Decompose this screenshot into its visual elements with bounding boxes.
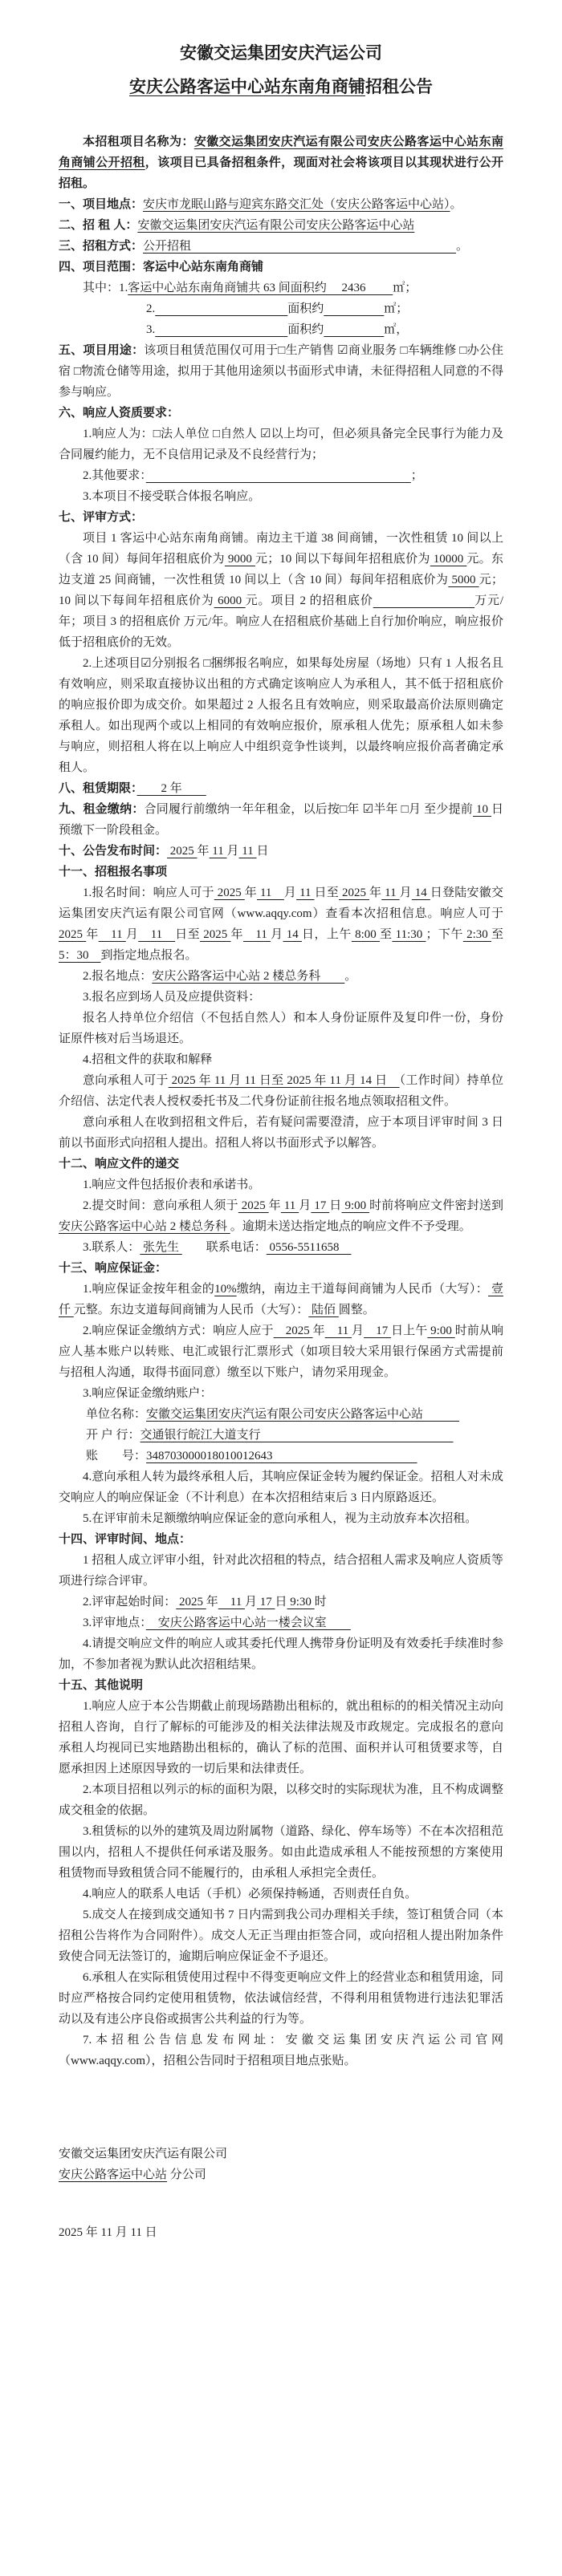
text-segment: 日 — [256, 845, 269, 858]
text-segment: 11 — [98, 928, 126, 941]
text-segment: 3.报名应到场人员及应提供资料： — [83, 991, 261, 1004]
text-segment: 。 — [344, 970, 357, 983]
text-segment: 11 — [256, 886, 284, 899]
other-4 — [59, 1884, 503, 1905]
text-segment: 四、项目范围：客运中心站东南角商铺 — [59, 260, 264, 274]
text-segment: 2 年 — [136, 782, 206, 795]
text-segment: 月 — [226, 845, 239, 858]
text-segment: ，该项目已具备招租条件，现面对社会将该项目以其现状进行公开招租。 — [59, 156, 503, 190]
document-title-line1 — [59, 37, 503, 71]
other-7 — [59, 2030, 503, 2071]
section-5-usage — [59, 340, 503, 403]
account-number — [59, 1446, 503, 1466]
text-segment: 2025 — [273, 1325, 313, 1337]
text-segment: 14 — [411, 886, 430, 899]
text-segment: 1.响应保证金按年租金的 — [83, 1283, 215, 1296]
other-2 — [59, 1779, 503, 1821]
text-segment: ；下午 — [426, 928, 463, 941]
text-segment: 日登陆安徽交运集团安庆汽运有限公司官网（www.aqqy.com）查看本次招租信息。响应人可于 — [59, 886, 503, 920]
section-9-rent-payment — [59, 799, 503, 841]
text-segment: 月 — [271, 928, 283, 941]
text-segment: 11 — [209, 845, 227, 858]
text-segment: 十一、招租报名事项 — [59, 865, 168, 878]
signature-branch — [59, 2164, 503, 2185]
section-8-lease-term — [59, 778, 503, 799]
text-segment: 9000 — [224, 553, 255, 566]
text-segment: 11 — [138, 928, 176, 941]
text-segment: 年 — [244, 886, 257, 899]
deposit-3-account-heading — [59, 1383, 503, 1404]
text-segment — [373, 594, 475, 607]
qualification-3 — [59, 486, 503, 507]
title-announcement-text: 招租公告 — [365, 78, 433, 96]
text-segment: ㎡； — [393, 282, 417, 294]
review-4 — [59, 1633, 503, 1675]
document-acquisition-1 — [59, 1070, 503, 1112]
intro-paragraph — [59, 132, 503, 194]
text-segment: 5：30 — [59, 949, 101, 962]
registration-materials — [59, 1008, 503, 1049]
signature-date — [59, 2222, 503, 2243]
text-segment: 公开招租 — [143, 240, 457, 253]
text-segment: 单位名称： — [86, 1408, 147, 1421]
text-segment: 3.联系人： — [83, 1241, 140, 1254]
text-segment: 至 — [379, 928, 393, 941]
submission-1 — [59, 1174, 503, 1195]
evaluation-1 — [59, 528, 503, 653]
section-6-qualifications — [59, 403, 503, 424]
text-segment: 陆佰 — [308, 1304, 339, 1316]
text-segment: 年 — [197, 845, 210, 858]
text-segment: 意向承租人可于 — [83, 1074, 169, 1087]
text-segment: 3.本项目不接受联合体报名响应。 — [83, 490, 261, 503]
text-segment: 11:30 — [392, 928, 426, 941]
text-segment: 5.在评审前未足额缴纳响应保证金的意向承租人，视为主动放弃本次招租。 — [83, 1512, 478, 1525]
text-segment: 十、公告发布时间： — [59, 844, 168, 858]
document-body — [59, 132, 503, 2243]
text-segment: 面积约 — [287, 302, 324, 315]
title-company-text: 安徽交运集团安庆汽运公司 — [180, 44, 382, 63]
text-segment: 11 — [280, 1199, 299, 1212]
text-segment: 11 — [218, 1596, 245, 1608]
text-segment: 一、项目地点： — [59, 197, 144, 211]
text-segment: 时 — [314, 1596, 327, 1608]
text-segment: 1.报名时间：响应人可于 — [83, 886, 214, 899]
registration-materials-heading — [59, 987, 503, 1008]
text-segment: 10000 — [430, 553, 467, 566]
text-segment: 2.报名地点： — [83, 970, 153, 983]
deposit-1 — [59, 1279, 503, 1320]
section-14-review — [59, 1529, 503, 1550]
review-2-time — [59, 1592, 503, 1613]
text-segment: 2.本项目招租以列示的标的面积为限，以移交时的实际现状为准，且不构成调整成交租金的依据。 — [59, 1783, 503, 1817]
text-segment: 月 — [283, 886, 297, 899]
deposit-4 — [59, 1466, 503, 1508]
other-6 — [59, 1967, 503, 2030]
text-segment — [324, 302, 384, 315]
text-segment: 2:30 — [462, 928, 491, 941]
account-name — [59, 1404, 503, 1425]
account-bank — [59, 1425, 503, 1446]
text-segment: 2025 — [214, 886, 245, 899]
text-segment: 九、租金缴纳： — [59, 802, 145, 816]
text-segment: 日 — [329, 1199, 342, 1212]
text-segment: 联系电话： — [181, 1241, 267, 1254]
text-segment: 2.评审起始时间： — [83, 1596, 177, 1608]
text-segment: 意向承租人在收到招租文件后，若有疑问需要澄清，应于本项目评审时间 3 日前以书面形式向招租人提出。招租人将以书面形式予以解答。 — [59, 1116, 503, 1150]
text-segment: 17 — [364, 1325, 392, 1337]
text-segment: 2025 — [338, 886, 369, 899]
text-segment: 1.响应文件包括报价表和承诺书。 — [83, 1178, 261, 1191]
text-segment: 年 — [86, 928, 99, 941]
text-segment: 合同履行前缴纳一年年租金，以后按□年 ☑半年 □月 至少提前 — [144, 803, 474, 816]
text-segment: 分公司 — [167, 2168, 206, 2181]
text-segment: 面积约 — [287, 323, 324, 336]
text-segment: 1 招租人成立评审小组，针对此次招租的特点，结合招租人需求及响应人资质等项进行综合评审。 — [59, 1554, 503, 1588]
text-segment: 日至 — [175, 928, 201, 941]
evaluation-2 — [59, 653, 503, 778]
text-segment: 3.响应保证金缴纳账户： — [83, 1387, 213, 1400]
text-segment — [155, 302, 287, 315]
text-segment: 月 — [352, 1325, 364, 1337]
text-segment: 日上午 — [391, 1325, 428, 1337]
text-segment: 348703000018010012643 — [146, 1450, 417, 1462]
text-segment: 三、招租方式： — [59, 239, 144, 253]
section-13-deposit — [59, 1258, 503, 1279]
text-segment: ㎡， — [384, 323, 409, 336]
section-1-location — [59, 194, 503, 215]
section-2-lessor — [59, 215, 503, 236]
text-segment: 3.租赁标的以外的建筑及周边附属物（道路、绿化、停车场等）不在本次招租范围以内，招租人不提供任何承诺及服务。如由此造成承租人不能按预想的方案使用租赁物而导致租赁合同不能履行的，由承租人承担完全责任。 — [59, 1825, 503, 1880]
registration-location — [59, 966, 503, 987]
text-segment: 本招租项目名称为： — [83, 135, 194, 148]
deposit-2 — [59, 1320, 503, 1383]
text-segment: 日，上午 — [302, 928, 352, 941]
text-segment: 。 — [456, 240, 469, 253]
section-4-scope — [59, 257, 503, 278]
text-segment: 6000 — [214, 594, 246, 607]
text-segment: 元。东边支道 25 间商铺，一次性租赁 10 间以上（含 10 间）每间年招租底价为 — [59, 553, 503, 586]
text-segment: 。逾期未送达指定地点的响应文件不予受理。 — [230, 1220, 471, 1233]
text-segment: 17 — [311, 1199, 330, 1212]
text-segment: 4.招租文件的获取和解释 — [83, 1053, 213, 1066]
text-segment: 月 — [125, 928, 139, 941]
text-segment: 年 — [206, 1596, 218, 1608]
text-segment: 4.响应人的联系人电话（手机）必须保持畅通，否则责任自负。 — [83, 1888, 417, 1901]
text-segment: 十二、响应文件的递交 — [59, 1157, 180, 1170]
text-segment: 8:00 — [351, 928, 380, 941]
text-segment: 其中：1. — [83, 282, 128, 294]
text-segment: 十五、其他说明 — [59, 1678, 144, 1692]
text-segment: 日 — [275, 1596, 287, 1608]
text-segment: 五、项目用途： — [59, 343, 145, 357]
text-segment: 元；10 间以下每间年招租底价为 — [255, 553, 430, 566]
text-segment: 账 号： — [86, 1450, 147, 1462]
text-segment: 六、响应人资质要求： — [59, 406, 180, 420]
text-segment: 2025 年 11 月 11 日 — [59, 2226, 157, 2239]
section-11-registration — [59, 862, 503, 882]
text-segment: 0556-5511658 — [266, 1241, 352, 1254]
text-segment: 年 — [268, 1199, 281, 1212]
text-segment: 年 — [312, 1325, 325, 1337]
text-segment: 9:00 — [427, 1325, 455, 1337]
section-10-announcement-date — [59, 841, 503, 862]
text-segment: 壹仟 — [59, 1283, 503, 1316]
review-3-location — [59, 1613, 503, 1633]
text-segment: 10% — [214, 1283, 237, 1296]
text-segment: 缴纳，南边主干道每间商铺为人民币（大写）： — [236, 1283, 488, 1296]
deposit-5 — [59, 1508, 503, 1529]
section-7-evaluation — [59, 507, 503, 528]
text-segment: 2025 — [59, 928, 87, 941]
text-segment: 元。项目 2 的招租底价 — [245, 594, 373, 607]
text-segment: ； — [410, 469, 423, 482]
text-segment: 项目 1 客运中心站东南角商铺。南边主干道 38 间商铺，一次性租赁 10 间以上（含 10 间）每间年招租底价为 — [59, 532, 503, 566]
text-segment: 安徽交运集团安庆汽运有限公司安庆公路客运中心站 — [146, 1408, 460, 1421]
text-segment: 二、招 租 人： — [59, 218, 138, 232]
text-segment: 2025 — [238, 1199, 269, 1212]
text-segment: 17 — [257, 1596, 275, 1608]
text-segment: 年 — [369, 886, 382, 899]
text-segment: 时前将响应文件密封送到 — [369, 1199, 503, 1212]
text-segment: 月 — [244, 1596, 257, 1608]
text-segment: 11 — [324, 1325, 352, 1337]
text-segment: 年 — [230, 928, 243, 941]
text-segment: 安庆公路客运中心站 2 楼总务科 — [152, 970, 345, 983]
text-segment: 时前从响应人基本账户以转账、电汇或银行汇票形式（如项目较大采用银行保函方式需提前与招租人沟通，取得书面同意）缴至以下账户，请勿采用现金。 — [59, 1325, 503, 1379]
text-segment: 7.本招租公告信息发布网址：安徽交运集团安庆汽运公司官网（www.aqqy.com），招租公告同时于招租项目地点张贴。 — [59, 2034, 503, 2067]
text-segment: 9:00 — [341, 1199, 370, 1212]
text-segment: 4.意向承租人转为最终承租人后，其响应保证金转为履约保证金。招租人对未成交响应人的响应保证金（不计利息）在本次招租结束后 3 日内原路返还。 — [59, 1471, 503, 1504]
scope-item-2 — [59, 298, 503, 319]
text-segment: 日至 — [314, 886, 339, 899]
text-segment: 安徽交运集团安庆汽运有限公司安庆公路客运中心站东南角商铺公开招租 — [59, 135, 503, 169]
section-15-other — [59, 1675, 503, 1696]
document-title-line2 — [59, 71, 503, 104]
text-segment: 1.响应人为：□法人单位 □自然人 ☑以上均可，但必须具备完全民事行为能力及合同履约能力，无不良信用记录及不良经营行为； — [59, 428, 503, 461]
text-segment: 八、租赁期限： — [59, 781, 137, 795]
document-title-block — [59, 37, 503, 104]
document-acquisition-heading — [59, 1049, 503, 1070]
text-segment: 安庆公路客运中心站 2 楼总务科 — [59, 1220, 230, 1233]
text-segment: 圆整。 — [338, 1304, 375, 1316]
text-segment: 2.上述项目☑分别报名 □捆绑报名响应，如果每处房屋（场地）只有 1 人报名且有效响应，则采取直接协议出租的方式确定该响应人为承租人，其不低于招租底价的响应报价即为成交价。如果超过 2 人报名且有效响应，则采取最高价法原则确定承租人。如出现两个或以上相同的有效响应报价，原承租人优先；原承租人如未参与响应，则招租人将在以上响应人中组织竞争性谈判，以最终响应报价高者确定承租人。 — [59, 657, 503, 774]
text-segment: 安徽交运集团安庆汽运有限公司 — [59, 2148, 228, 2160]
text-segment: 月 — [399, 886, 412, 899]
text-segment: 2.其他要求： — [83, 469, 146, 482]
title-project-underlined-text: 安庆公路客运中心站东南角商铺 — [129, 78, 365, 96]
review-1 — [59, 1550, 503, 1592]
text-segment: 安庆公路客运中心站一楼会议室 — [145, 1617, 351, 1629]
text-segment: 日预缴下一阶段租金。 — [59, 803, 503, 837]
text-segment: 2025 年 11 月 11 日至 2025 年 11 月 14 日 — [168, 1074, 400, 1087]
text-segment: 2.响应保证金缴纳方式：响应人应于 — [83, 1325, 274, 1337]
text-segment: 3. — [146, 323, 156, 336]
text-segment: 元；10 间以下每间年招租底价为 — [59, 574, 503, 607]
text-segment: 交通银行皖江大道支行 — [140, 1429, 454, 1442]
section-3-method — [59, 236, 503, 257]
signature-company — [59, 2144, 503, 2164]
text-segment: 5000 — [448, 574, 479, 586]
other-5 — [59, 1905, 503, 1967]
text-segment: 报名人持单位介绍信（不包括自然人）和本人身份证原件及复印件一份，身份证原件核对后当场退还。 — [59, 1012, 503, 1045]
text-segment: ㎡； — [384, 302, 409, 315]
text-segment: 该项目租赁范围仅可用于□生产销售 ☑商业服务 □车辆维修 □办公住宿 □物流仓储等用途，拟用于其他用途须以书面形式申请，未征得招租人同意的不得参与响应。 — [59, 344, 503, 399]
text-segment: 10 — [473, 803, 491, 816]
text-segment: 2. — [146, 302, 156, 315]
qualification-2 — [59, 465, 503, 486]
qualification-1 — [59, 424, 503, 465]
text-segment: 至 — [491, 928, 503, 941]
text-segment: 安庆公路客运中心站 — [59, 2168, 168, 2181]
other-3 — [59, 1821, 503, 1884]
text-segment: 到指定地点报名。 — [100, 949, 198, 962]
text-segment: 。 — [450, 198, 462, 211]
text-segment — [324, 323, 384, 336]
submission-2 — [59, 1195, 503, 1237]
text-segment: 11 — [238, 845, 257, 858]
text-segment: 11 — [381, 886, 400, 899]
document-acquisition-2 — [59, 1112, 503, 1154]
text-segment: 万元/年；项目 3 的招租底价 万元/年。响应人在招租底价基础上自行加价响应，响应报价低于招租底价的无效。 — [59, 594, 503, 649]
text-segment: 张先生 — [140, 1241, 182, 1254]
text-segment: 七、评审方式： — [59, 510, 144, 524]
text-segment: 2025 — [176, 1596, 206, 1608]
text-segment: 客运中心站东南角商铺共 63 间面积约 2436 — [128, 282, 393, 294]
text-segment: 2.提交时间：意向承租人须于 — [83, 1199, 238, 1212]
text-segment: 2025 — [167, 845, 198, 858]
text-segment: 14 — [283, 928, 302, 941]
text-segment: 安徽交运集团安庆汽运有限公司安庆公路客运中心站 — [137, 219, 415, 232]
text-segment: 安庆市龙眠山路与迎宾东路交汇处（安庆公路客运中心站） — [143, 198, 450, 211]
other-1 — [59, 1696, 503, 1779]
text-segment: 十三、响应保证金： — [59, 1261, 168, 1275]
text-segment: 1.响应人应于本公告期截止前现场踏勘出租标的，就出租标的的相关情况主动向招租人咨询，自行了解标的可能涉及的相关法律法规及市政规定。完成报名的意向承租人均视同已实地踏勘出租标的，确认了标的范围、面积并认可租赁要求等，自愿承担因上述原因导致的一切后果和法律责任。 — [59, 1700, 503, 1775]
text-segment: 4.请提交响应文件的响应人或其委托代理人携带身份证明及有效委托手续准时参加，不参加者视为默认此次招租结果。 — [59, 1637, 503, 1671]
text-segment — [146, 469, 411, 482]
text-segment: 月 — [299, 1199, 312, 1212]
registration-time — [59, 882, 503, 966]
text-segment: 11 — [242, 928, 271, 941]
text-segment: 3.评审地点： — [83, 1617, 146, 1629]
text-segment: 元整。东边支道每间商铺为人民币（大写）： — [73, 1304, 309, 1316]
text-segment: 5.成交人在接到成交通知书 7 日内需到我公司办理相关手续，签订租赁合同（本招租公告将作为合同附件）。成交人无正当理由拒签合同，或向招租人提出附加条件致使合同无法签订的，逾期后响应保证金不予退还。 — [59, 1909, 503, 1963]
text-segment: 6.承租人在实际租赁使用过程中不得变更响应文件上的经营业态和租赁用途，同时应严格按合同约定使用租赁物，依法诚信经营，不得利用租赁物进行违法犯罪活动以及有违公序良俗或损害公共利益的行为等。 — [59, 1971, 503, 2026]
text-segment: 开 户 行： — [86, 1429, 140, 1442]
text-segment: 11 — [296, 886, 315, 899]
text-segment — [155, 323, 287, 336]
text-segment: 9:30 — [287, 1596, 315, 1608]
text-segment: 十四、评审时间、地点： — [59, 1532, 192, 1546]
scope-item-1 — [59, 278, 503, 298]
text-segment: （工作时间）持单位介绍信、法定代表人授权委托书及二代身份证前往报名地点领取招租文件。 — [59, 1074, 503, 1108]
section-12-submission — [59, 1154, 503, 1174]
scope-item-3 — [59, 319, 503, 340]
text-segment: 2025 — [200, 928, 231, 941]
submission-3-contact — [59, 1237, 503, 1258]
